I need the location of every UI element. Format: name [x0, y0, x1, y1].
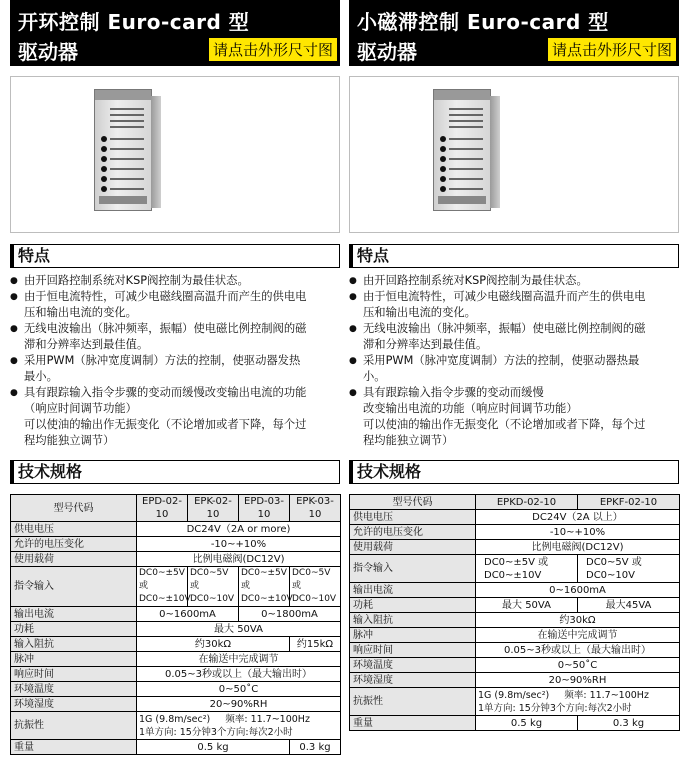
list-item: ● 无线电波输出（脉冲频率，振幅）使电磁比例控制阀的磁 滞和分辨率达到最佳值。: [349, 321, 679, 353]
table-row: [11, 682, 341, 697]
list-item: ● 由开回路控制系统对KSP阀控制为最佳状态。: [349, 273, 679, 289]
spec-table: [349, 494, 680, 731]
spec-value-cell: 在输送中完成调节: [137, 652, 341, 667]
spec-label-cell: 功耗: [11, 622, 137, 637]
features-heading: 特点: [10, 244, 340, 268]
model-header: EPKF-02-10: [578, 495, 680, 510]
spec-value-cell: DC0~±5V或 DC0~±10V: [137, 567, 188, 607]
spec-value-cell: 0.05~3秒或以上（最大输出时）: [476, 643, 680, 658]
model-header: EPD-02-10: [137, 495, 188, 522]
spec-table: [10, 494, 341, 755]
spec-label-cell: 输入阻抗: [350, 613, 476, 628]
spec-value-cell: 最大 50VA: [476, 598, 578, 613]
spec-label-cell: 输入阻抗: [11, 637, 137, 652]
table-row: [350, 613, 680, 628]
features-list: [10, 273, 340, 449]
spec-label-cell: 允许的电压变化: [11, 537, 137, 552]
list-item: ● 具有跟踪输入指令步骤的变动而缓慢 改变输出电流的功能（响应时间调节功能） 可以使油的输出作无振变化（不论增加或者下降，每个过 程均能独立调节）: [349, 385, 679, 449]
spec-heading: 技术规格: [10, 460, 340, 484]
left-product-column: [10, 0, 340, 755]
table-row: [350, 540, 680, 555]
table-row: [350, 673, 680, 688]
list-item: ● 无线电波输出（脉冲频率，振幅）使电磁比例控制阀的磁 滞和分辨率达到最佳值。: [10, 321, 340, 353]
spec-label-cell: 脉冲: [350, 628, 476, 643]
spec-value-cell: 0~1600mA: [476, 583, 680, 598]
table-row: [11, 522, 341, 537]
spec-value-cell: 0~1800mA: [239, 607, 341, 622]
spec-label-cell: 抗振性: [350, 688, 476, 716]
spec-value-cell: DC0~±5V或 DC0~±10V: [239, 567, 290, 607]
spec-label-cell: 环境湿度: [350, 673, 476, 688]
list-item: ● 由于恒电流特性，可减少电磁线圈高温升而产生的供电电 压和输出电流的变化。: [349, 289, 679, 321]
table-row: [350, 555, 680, 583]
spec-value-cell: DC0~5V或 DC0~10V: [188, 567, 239, 607]
table-row: [11, 652, 341, 667]
spec-value-cell: 0~1600mA: [137, 607, 239, 622]
spec-value-cell: 比例电磁阀(DC12V): [476, 540, 680, 555]
table-row: [11, 697, 341, 712]
spec-value-cell: 约30kΩ: [137, 637, 290, 652]
table-row: [350, 495, 680, 510]
spec-label-cell: 使用载荷: [11, 552, 137, 567]
spec-value-cell: 20~90%RH: [137, 697, 341, 712]
spec-label-cell: 抗振性: [11, 712, 137, 740]
spec-value-cell: 1G (9.8m/sec²) 频率: 11.7~100Hz 1单方向: 15分钟3个方向:每次2小时: [476, 688, 680, 716]
table-row: [350, 598, 680, 613]
spec-value-cell: 约30kΩ: [476, 613, 680, 628]
spec-value-cell: DC24V（2A 以上）: [476, 510, 680, 525]
spec-label-cell: 响应时间: [11, 667, 137, 682]
product-photo: [10, 76, 340, 233]
spec-label-cell: 指令输入: [11, 567, 137, 607]
model-header: EPKD-02-10: [476, 495, 578, 510]
table-row: [11, 552, 341, 567]
spec-value-cell: -10~+10%: [476, 525, 680, 540]
table-row: [11, 667, 341, 682]
driver-card-image: [433, 89, 491, 211]
spec-value-cell: 0.5 kg: [137, 740, 290, 755]
table-row: [11, 537, 341, 552]
spec-value-cell: 0.05~3秒或以上（最大输出时）: [137, 667, 341, 682]
features-heading: 特点: [349, 244, 679, 268]
spec-label-cell: 环境湿度: [11, 697, 137, 712]
spec-heading: 技术规格: [349, 460, 679, 484]
table-row: [11, 712, 341, 740]
spec-value-cell: -10~+10%: [137, 537, 341, 552]
spec-value-cell: 最大45VA: [578, 598, 680, 613]
spec-label-cell: 允许的电压变化: [350, 525, 476, 540]
model-header: EPD-03-10: [239, 495, 290, 522]
product-subtitle: 驱动器: [357, 40, 417, 64]
table-row: [11, 740, 341, 755]
features-list: [349, 273, 679, 449]
product-title-bar: [349, 0, 679, 66]
table-row: [350, 583, 680, 598]
table-row: [350, 688, 680, 716]
list-item: ● 由于恒电流特性，可减少电磁线圈高温升而产生的供电电 压和输出电流的变化。: [10, 289, 340, 321]
spec-label-cell: 重量: [11, 740, 137, 755]
table-row: [350, 510, 680, 525]
model-code-header: 型号代码: [350, 495, 476, 510]
spec-label-cell: 环境温度: [11, 682, 137, 697]
outline-drawing-link[interactable]: 请点击外形尺寸图: [208, 37, 338, 62]
product-photo: [349, 76, 679, 233]
spec-label-cell: 供电电压: [11, 522, 137, 537]
spec-value-cell: 在输送中完成调节: [476, 628, 680, 643]
spec-label-cell: 指令输入: [350, 555, 476, 583]
product-title-bar: [10, 0, 340, 66]
table-row: [350, 643, 680, 658]
spec-value-cell: 约15kΩ: [290, 637, 341, 652]
table-row: [350, 716, 680, 731]
model-header: EPK-02-10: [188, 495, 239, 522]
spec-value-cell: 0~50˚C: [476, 658, 680, 673]
spec-value-cell: 0.5 kg: [476, 716, 578, 731]
list-item: ● 采用PWM（脉冲宽度调制）方法的控制，使驱动器热最 小。: [349, 353, 679, 385]
spec-label-cell: 响应时间: [350, 643, 476, 658]
table-row: [11, 622, 341, 637]
model-code-header: 型号代码: [11, 495, 137, 522]
spec-value-cell: DC0~±5V 或 DC0~±10V: [476, 555, 578, 583]
spec-value-cell: DC24V（2A or more): [137, 522, 341, 537]
list-item: ● 具有跟踪输入指令步骤的变动而缓慢改变输出电流的功能 （响应时间调节功能） 可以使油的输出作无振变化（不论增加或者下降，每个过 程均能独立调节）: [10, 385, 340, 449]
list-item: ● 由开回路控制系统对KSP阀控制为最佳状态。: [10, 273, 340, 289]
spec-label-cell: 使用载荷: [350, 540, 476, 555]
spec-value-cell: 最大 50VA: [137, 622, 341, 637]
spec-value-cell: DC0~5V或 DC0~10V: [290, 567, 341, 607]
spec-value-cell: 0.3 kg: [290, 740, 341, 755]
right-product-column: [349, 0, 679, 731]
spec-label-cell: 输出电流: [11, 607, 137, 622]
product-title: 小磁滞控制 Euro-card 型: [357, 10, 609, 34]
driver-card-image: [94, 89, 152, 211]
table-row: [11, 495, 341, 522]
spec-label-cell: 重量: [350, 716, 476, 731]
spec-label-cell: 输出电流: [350, 583, 476, 598]
table-row: [11, 637, 341, 652]
spec-label-cell: 供电电压: [350, 510, 476, 525]
spec-value-cell: 0.3 kg: [578, 716, 680, 731]
table-row: [350, 525, 680, 540]
product-title: 开环控制 Euro-card 型: [18, 10, 250, 34]
spec-value-cell: 20~90%RH: [476, 673, 680, 688]
spec-value-cell: 比例电磁阀(DC12V): [137, 552, 341, 567]
model-header: EPK-03-10: [290, 495, 341, 522]
product-subtitle: 驱动器: [18, 40, 78, 64]
spec-value-cell: DC0~5V 或 DC0~10V: [578, 555, 680, 583]
spec-label-cell: 功耗: [350, 598, 476, 613]
spec-label-cell: 环境温度: [350, 658, 476, 673]
spec-value-cell: 1G (9.8m/sec²) 频率: 11.7~100Hz 1单方向: 15分钟3个方向:每次2小时: [137, 712, 341, 740]
list-item: ● 采用PWM（脉冲宽度调制）方法的控制，使驱动器发热 最小。: [10, 353, 340, 385]
table-row: [350, 628, 680, 643]
table-row: [350, 658, 680, 673]
spec-value-cell: 0~50˚C: [137, 682, 341, 697]
outline-drawing-link[interactable]: 请点击外形尺寸图: [547, 37, 677, 62]
table-row: [11, 607, 341, 622]
spec-label-cell: 脉冲: [11, 652, 137, 667]
table-row: [11, 567, 341, 607]
